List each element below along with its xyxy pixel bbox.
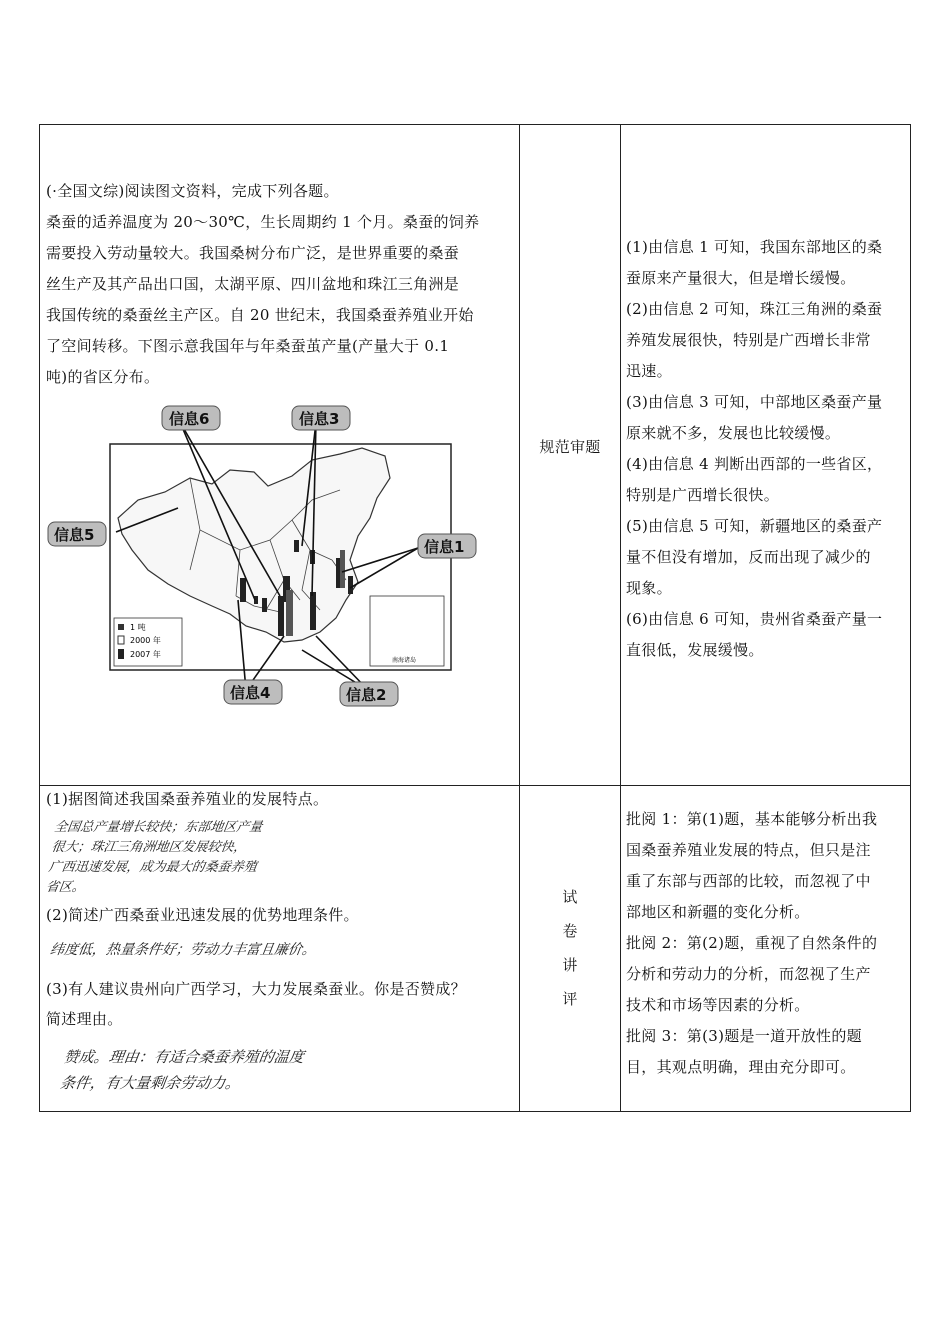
lecture-label-char: 评: [562, 990, 578, 1008]
comment-line: 重了东部与西部的比较，而忽视了中: [626, 872, 871, 890]
info-1-tag: [418, 534, 476, 558]
question-line: 桑蚕的适养温度为 20～30℃，生长周期约 1 个月。桑蚕的饲养: [46, 213, 480, 231]
comments-text: [626, 804, 908, 1083]
analysis-line: (3)由信息 3 可知，中部地区桑蚕产量: [626, 393, 883, 411]
legend-2007: 2007 年: [130, 650, 161, 659]
lecture-label-char: 试: [562, 888, 578, 906]
legend-2000: 2000 年: [130, 636, 161, 645]
sub-question-1: (1)据图简述我国桑蚕养殖业的发展特点。: [46, 790, 329, 808]
info-3-tag: [292, 406, 350, 430]
analysis-text: [626, 232, 908, 666]
answer-line: 省区。: [44, 880, 86, 895]
analysis-line: (2)由信息 2 可知，珠江三角洲的桑蚕: [626, 300, 883, 318]
comment-line: 批阅 3：第(3)题是一道开放性的题: [626, 1027, 862, 1045]
answer-1-handwriting: [44, 818, 355, 898]
analysis-line: 原来就不多，发展也比较缓慢。: [626, 424, 841, 442]
info-6-tag: [162, 406, 220, 430]
question-3-line: 简述理由。: [46, 1010, 123, 1028]
question-line: 我国传统的桑蚕丝主产区。自 20 世纪末，我国桑蚕养殖业开始: [46, 306, 474, 324]
svg-text:信息4: 信息4: [230, 684, 271, 702]
info-4-tag: [224, 680, 282, 704]
analysis-line: 养殖发展很快，特别是广西增长非常: [626, 331, 871, 349]
answer-3-handwriting: [58, 1044, 365, 1096]
comment-line: 部地区和新疆的变化分析。: [626, 903, 810, 921]
legend-2000-icon: [118, 636, 124, 644]
question-line: 了空间转移。下图示意我国年与年桑蚕茧产量(产量大于 0.1: [46, 337, 450, 355]
comment-line: 国桑蚕养殖业发展的特点，但只是注: [626, 841, 871, 859]
svg-text:信息2: 信息2: [346, 686, 387, 704]
inset-label: 南海诸岛: [392, 657, 417, 664]
svg-text:信息6: 信息6: [169, 410, 210, 428]
sub-question-2: (2)简述广西桑蚕业迅速发展的优势地理条件。: [46, 906, 359, 924]
question-3-line: (3)有人建议贵州向广西学习，大力发展桑蚕业。你是否赞成？: [46, 980, 466, 998]
svg-text:信息3: 信息3: [299, 410, 340, 428]
question-line: 丝生产及其产品出口国，太湖平原、四川盆地和珠江三角洲是: [46, 275, 460, 293]
comment-line: 技术和市场等因素的分析。: [626, 996, 810, 1014]
lecture-label: [520, 880, 620, 1016]
review-label: 规范审题: [539, 438, 601, 456]
legend-unit-icon: [118, 624, 124, 630]
analysis-line: (1)由信息 1 可知，我国东部地区的桑: [626, 238, 883, 256]
analysis-line: 迅速。: [626, 362, 672, 380]
svg-text:信息5: 信息5: [54, 526, 95, 544]
info-2-tag: [340, 682, 398, 706]
lecture-label-char: 讲: [562, 956, 578, 974]
svg-text:信息1: 信息1: [424, 538, 465, 556]
answer-line: 条件，有大量剩余劳动力。: [58, 1074, 242, 1092]
sub-question-3: [46, 974, 516, 1034]
legend-unit: 1 吨: [130, 623, 146, 632]
question-line: 需要投入劳动量较大。我国桑树分布广泛，是世界重要的桑蚕: [46, 244, 460, 262]
answer-line: 赞成。理由：有适合桑蚕养殖的温度: [62, 1048, 306, 1066]
comment-line: 批阅 1：第(1)题，基本能够分析出我: [626, 810, 878, 828]
analysis-line: 量不但没有增加，反而出现了减少的: [626, 548, 871, 566]
answer-line: 全国总产量增长较快；东部地区产量: [53, 820, 264, 835]
answer-2-handwriting: 纬度低，热量条件好；劳动力丰富且廉价。: [48, 942, 318, 958]
comment-line: 目，其观点明确，理由充分即可。: [626, 1058, 856, 1076]
answer-line: 很大；珠江三角洲地区发展较快，: [50, 840, 248, 855]
answer-line: 广西迅速发展，成为最大的桑蚕养殖: [47, 860, 258, 875]
column-divider: [620, 125, 621, 1111]
question-text: [46, 176, 514, 393]
info-5-tag: [48, 522, 106, 546]
analysis-line: (4)由信息 4 判断出西部的一些省区，: [626, 455, 883, 473]
legend-2007-icon: [118, 649, 124, 659]
analysis-line: 现象。: [626, 579, 672, 597]
question-source: (·全国文综)阅读图文资料，完成下列各题。: [46, 182, 339, 200]
analysis-line: (6)由信息 6 可知，贵州省桑蚕产量一: [626, 610, 883, 628]
comment-line: 分析和劳动力的分析，而忽视了生产: [626, 965, 871, 983]
analysis-line: 蚕原来产量很大，但是增长缓慢。: [626, 269, 856, 287]
analysis-line: 直很低，发展缓慢。: [626, 641, 764, 659]
analysis-line: 特别是广西增长很快。: [626, 486, 780, 504]
question-line: 吨)的省区分布。: [46, 368, 160, 386]
comment-line: 批阅 2：第(2)题，重视了自然条件的: [626, 934, 878, 952]
lecture-label-char: 卷: [562, 922, 578, 940]
china-map-figure: [40, 400, 480, 710]
south-sea-inset: [370, 596, 444, 666]
analysis-line: (5)由信息 5 可知，新疆地区的桑蚕产: [626, 517, 883, 535]
